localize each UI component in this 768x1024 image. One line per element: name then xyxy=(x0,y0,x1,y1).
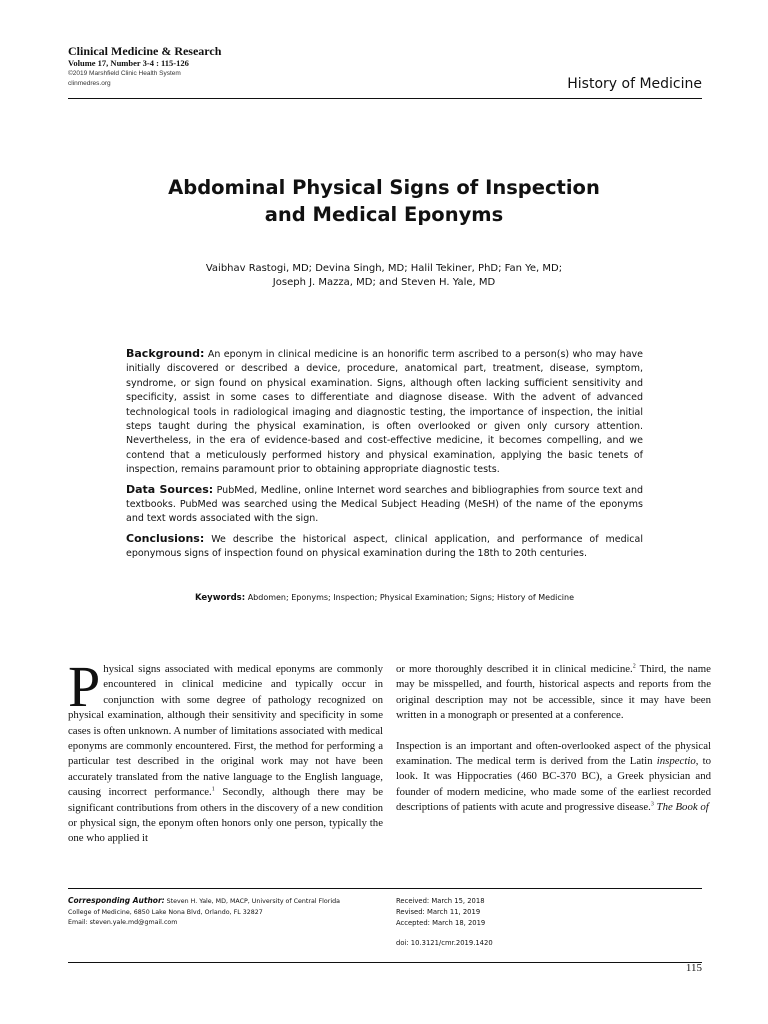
body-text: Third, the name may be misspelled, and fourth, historical aspects and reports from the original description may not be accessible, since it may have been written in a monograph or presented at a conference. xyxy=(396,663,711,722)
article-title xyxy=(84,174,684,228)
latin-term: inspectio xyxy=(656,755,696,768)
author-list-line-2: Joseph J. Mazza, MD; and Steven H. Yale, MD xyxy=(272,277,496,288)
doi: doi: 10.3121/cmr.2019.1420 xyxy=(396,939,493,947)
body-paragraph-limitations xyxy=(396,662,711,724)
reference-marker: 1 xyxy=(211,786,215,793)
date-revised: Revised: March 11, 2019 xyxy=(396,908,481,916)
body-text: hysical signs associated with medical eponyms are commonly encountered in clinical medicine and typically occur in conjunction with some degree of pathology recognized on physical examination, although their sensitivity and specificity in some cases is often unknown. A number of limitations associated with medical eponyms are commonly encountered. First, the method for performing a particular test described in the original work may not have been accurately translated from the native language to the English language, causing incorrect performance. xyxy=(68,663,383,799)
article-history-block xyxy=(396,896,696,949)
abstract-background xyxy=(126,347,643,478)
footer-rule-top xyxy=(68,888,702,889)
body-column-right xyxy=(396,662,711,816)
journal-masthead xyxy=(68,44,308,89)
page-number: 115 xyxy=(685,962,702,974)
body-text: Inspection is an important and often-overlooked aspect of the physical examination. The medical term is derived from the Latin xyxy=(396,739,711,768)
body-paragraph-inspection xyxy=(396,739,711,816)
book-title-fragment: The Book of xyxy=(653,801,709,814)
body-paragraph-intro xyxy=(68,654,383,847)
article-title-line-2: and Medical Eponyms xyxy=(264,203,504,226)
reference-marker: 2 xyxy=(632,663,636,670)
journal-copyright: ©2019 Marshfield Clinic Health System xyxy=(68,70,181,77)
abstract-data-sources xyxy=(126,483,643,527)
abstract-conclusions-label: Conclusions: xyxy=(126,531,205,545)
journal-volume: Volume 17, Number 3-4 : 115-126 xyxy=(68,58,189,68)
header-rule xyxy=(68,98,702,99)
journal-name: Clinical Medicine & Research xyxy=(68,44,222,58)
keywords-text: Abdomen; Eponyms; Inspection; Physical Examination; Signs; History of Medicine xyxy=(247,593,575,602)
date-accepted: Accepted: March 18, 2019 xyxy=(396,919,486,927)
abstract-data-sources-label: Data Sources: xyxy=(126,482,214,496)
corresponding-author-line xyxy=(68,896,388,908)
journal-website: clinmedres.org xyxy=(68,80,111,87)
corresponding-author-block xyxy=(68,896,388,929)
reference-marker: 3 xyxy=(650,801,654,808)
abstract xyxy=(126,347,643,567)
footer-rule-bottom xyxy=(68,962,702,963)
corresponding-author-text: Steven H. Yale, MD, MACP, University of Central Florida xyxy=(164,898,340,905)
abstract-background-text: An eponym in clinical medicine is an honorific term ascribed to a person(s) who may have initially discovered or described a device, procedure, anatomical part, treatment, disease, symptom, syndrome, or sign found on physical examination. Signs, although often lacking sufficient sensitivity and specificity, assist in some cases to differentiate and diagnose disease. With the advent of advanced technological tools in radiological imaging and diagnostic testing, the importance of inspection, the initial steps taught during the physical examination, is often overlooked or given only cursory attention. Nevertheless, in the era of evidence-based and cost-effective medicine, it becomes compelling, and we contend that a meticulously performed history and physical examination, applying the basic tenets of inspection, remains paramount prior to obtaining appropriate diagnostic tests. xyxy=(126,349,643,476)
author-list xyxy=(84,262,684,290)
drop-cap: P xyxy=(68,654,101,719)
abstract-conclusions-text: We describe the historical aspect, clinical application, and performance of medical eponymous signs of inspection found on physical examination during the 18th to 20th centuries. xyxy=(126,533,643,560)
keywords-label: Keywords: xyxy=(194,593,246,603)
corresponding-author-address: College of Medicine, 6850 Lake Nona Blvd, Orlando, FL 32827 xyxy=(68,908,263,916)
section-label: History of Medicine xyxy=(567,76,702,92)
corresponding-author-label: Corresponding Author: xyxy=(68,896,165,905)
body-column-left xyxy=(68,654,383,847)
date-received: Received: March 15, 2018 xyxy=(396,897,485,905)
abstract-conclusions xyxy=(126,532,643,562)
article-title-line-1: Abdominal Physical Signs of Inspection xyxy=(168,176,600,199)
corresponding-author-email: Email: steven.yale.md@gmail.com xyxy=(68,919,178,926)
body-text: Secondly, although there may be significant contributions from others in the discovery of a new condition or physical sign, the eponym often honors only one person, typically the one who applied it xyxy=(68,786,383,845)
author-list-line-1: Vaibhav Rastogi, MD; Devina Singh, MD; Halil Tekiner, PhD; Fan Ye, MD; xyxy=(205,263,563,274)
keywords xyxy=(126,593,643,603)
body-text: , to look. It was Hippocraties (460 BC-370 BC), a Greek physician and founder of modern medicine, who made some of the earliest recorded descriptions of patients with acute and progressive disease. xyxy=(396,755,712,814)
body-text: or more thoroughly described it in clinical medicine. xyxy=(396,663,633,675)
abstract-background-label: Background: xyxy=(126,347,205,360)
abstract-data-sources-text: PubMed, Medline, online Internet word searches and bibliographies from source text and textbooks. PubMed was searched using the Medical Subject Heading (MeSH) of the name of the eponyms and text words associated with the sign. xyxy=(126,484,643,525)
